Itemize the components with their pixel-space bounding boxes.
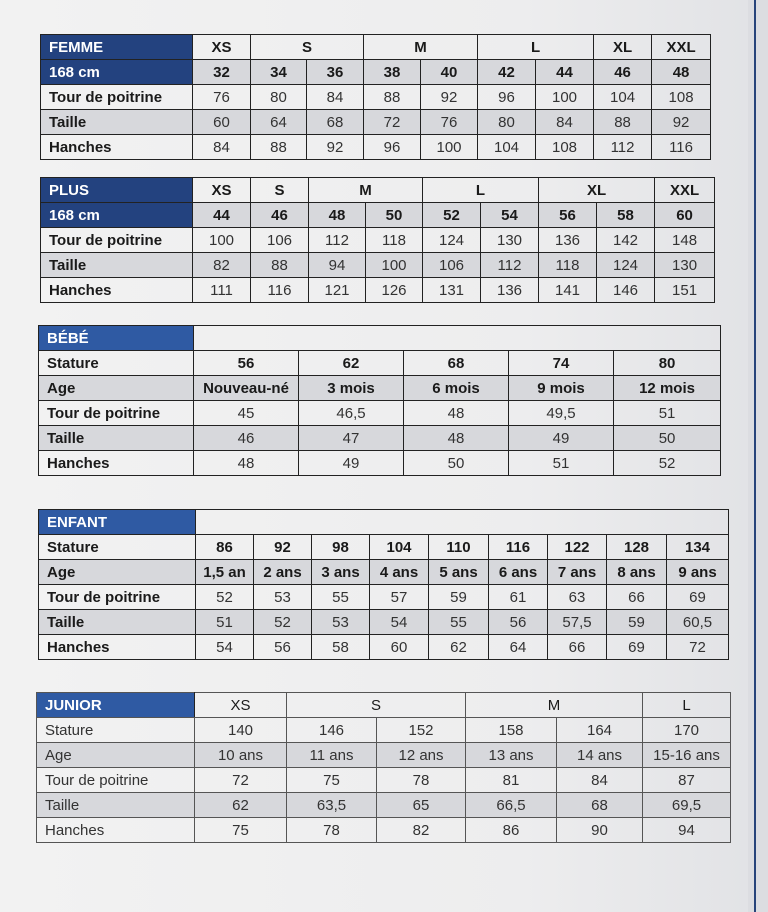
row-label: Taille — [41, 253, 193, 278]
value-cell: 82 — [193, 253, 251, 278]
value-cell: 51 — [509, 451, 614, 476]
value-cell: 100 — [421, 135, 478, 160]
age-value: 13 ans — [466, 743, 557, 768]
stature-value: 92 — [254, 535, 312, 560]
value-cell: 86 — [466, 818, 557, 843]
table-row — [37, 768, 731, 793]
value-cell: 60 — [370, 635, 429, 660]
value-cell: 78 — [377, 768, 466, 793]
femme-title: FEMME — [41, 35, 193, 60]
value-cell: 112 — [309, 228, 366, 253]
value-cell: 66,5 — [466, 793, 557, 818]
value-cell: 49 — [509, 426, 614, 451]
size-group: XL — [539, 178, 655, 203]
value-cell: 141 — [539, 278, 597, 303]
value-cell: 90 — [557, 818, 643, 843]
table-row — [39, 610, 729, 635]
size-group: M — [466, 693, 643, 718]
size-number: 38 — [364, 60, 421, 85]
stature-value: 98 — [312, 535, 370, 560]
row-label: Hanches — [41, 278, 193, 303]
value-cell: 66 — [607, 585, 667, 610]
row-label: Tour de poitrine — [37, 768, 195, 793]
value-cell: 96 — [478, 85, 536, 110]
value-cell: 55 — [429, 610, 489, 635]
value-cell: 94 — [643, 818, 731, 843]
table-row — [41, 85, 711, 110]
row-label: Age — [39, 560, 196, 585]
size-group: L — [423, 178, 539, 203]
age-value: 12 ans — [377, 743, 466, 768]
value-cell: 100 — [536, 85, 594, 110]
age-value: Nouveau-né — [194, 376, 299, 401]
value-cell: 56 — [254, 635, 312, 660]
table-row — [39, 635, 729, 660]
row-label: Stature — [39, 351, 194, 376]
age-value: 11 ans — [287, 743, 377, 768]
age-value: 7 ans — [548, 560, 607, 585]
value-cell: 104 — [478, 135, 536, 160]
size-number: 60 — [655, 203, 715, 228]
value-cell: 48 — [404, 426, 509, 451]
size-group: L — [478, 35, 594, 60]
size-group: S — [251, 35, 364, 60]
size-group: XS — [193, 178, 251, 203]
value-cell: 136 — [539, 228, 597, 253]
stature-value: 86 — [196, 535, 254, 560]
value-cell: 88 — [364, 85, 421, 110]
size-number: 34 — [251, 60, 307, 85]
value-cell: 52 — [196, 585, 254, 610]
value-cell: 96 — [364, 135, 421, 160]
value-cell: 53 — [254, 585, 312, 610]
plus-title: PLUS — [41, 178, 193, 203]
value-cell: 76 — [421, 110, 478, 135]
size-group: S — [287, 693, 466, 718]
value-cell: 75 — [287, 768, 377, 793]
row-label: Age — [37, 743, 195, 768]
value-cell: 47 — [299, 426, 404, 451]
value-cell: 82 — [377, 818, 466, 843]
size-group: XS — [193, 35, 251, 60]
value-cell: 88 — [594, 110, 652, 135]
value-cell: 106 — [251, 228, 309, 253]
value-cell: 88 — [251, 135, 307, 160]
value-cell: 46 — [194, 426, 299, 451]
page-edge-line — [754, 0, 756, 912]
value-cell: 50 — [614, 426, 721, 451]
value-cell: 92 — [421, 85, 478, 110]
value-cell: 75 — [195, 818, 287, 843]
age-value: 2 ans — [254, 560, 312, 585]
size-group: S — [251, 178, 309, 203]
value-cell: 84 — [536, 110, 594, 135]
value-cell: 112 — [481, 253, 539, 278]
value-cell: 126 — [366, 278, 423, 303]
age-value: 4 ans — [370, 560, 429, 585]
junior-title: JUNIOR — [37, 693, 195, 718]
value-cell: 59 — [607, 610, 667, 635]
value-cell: 50 — [404, 451, 509, 476]
size-number: 32 — [193, 60, 251, 85]
stature-value: 56 — [194, 351, 299, 376]
value-cell: 92 — [652, 110, 711, 135]
femme-height: 168 cm — [41, 60, 193, 85]
value-cell: 78 — [287, 818, 377, 843]
size-number: 44 — [193, 203, 251, 228]
value-cell: 142 — [597, 228, 655, 253]
stature-value: 116 — [489, 535, 548, 560]
value-cell: 136 — [481, 278, 539, 303]
stature-value: 170 — [643, 718, 731, 743]
value-cell: 116 — [652, 135, 711, 160]
header-spacer — [196, 510, 729, 535]
value-cell: 88 — [251, 253, 309, 278]
table-row — [39, 426, 721, 451]
value-cell: 51 — [614, 401, 721, 426]
stature-value: 140 — [195, 718, 287, 743]
table-row — [39, 401, 721, 426]
size-number: 52 — [423, 203, 481, 228]
value-cell: 146 — [597, 278, 655, 303]
stature-value: 134 — [667, 535, 729, 560]
size-group: L — [643, 693, 731, 718]
row-label: Hanches — [41, 135, 193, 160]
value-cell: 92 — [307, 135, 364, 160]
value-cell: 56 — [489, 610, 548, 635]
size-number: 54 — [481, 203, 539, 228]
size-number: 42 — [478, 60, 536, 85]
value-cell: 54 — [196, 635, 254, 660]
age-value: 6 mois — [404, 376, 509, 401]
value-cell: 116 — [251, 278, 309, 303]
value-cell: 68 — [557, 793, 643, 818]
age-value: 1,5 an — [196, 560, 254, 585]
value-cell: 62 — [195, 793, 287, 818]
age-value: 9 ans — [667, 560, 729, 585]
value-cell: 64 — [489, 635, 548, 660]
value-cell: 104 — [594, 85, 652, 110]
value-cell: 66 — [548, 635, 607, 660]
plus-table — [40, 177, 715, 303]
value-cell: 76 — [193, 85, 251, 110]
size-number: 46 — [594, 60, 652, 85]
value-cell: 151 — [655, 278, 715, 303]
value-cell: 72 — [364, 110, 421, 135]
value-cell: 48 — [404, 401, 509, 426]
enfant-title: ENFANT — [39, 510, 196, 535]
stature-value: 122 — [548, 535, 607, 560]
value-cell: 118 — [366, 228, 423, 253]
value-cell: 72 — [195, 768, 287, 793]
size-number: 58 — [597, 203, 655, 228]
stature-value: 104 — [370, 535, 429, 560]
age-value: 5 ans — [429, 560, 489, 585]
size-number: 48 — [652, 60, 711, 85]
value-cell: 57,5 — [548, 610, 607, 635]
size-number: 46 — [251, 203, 309, 228]
stature-value: 158 — [466, 718, 557, 743]
stature-value: 128 — [607, 535, 667, 560]
table-row — [37, 818, 731, 843]
row-label: Hanches — [39, 635, 196, 660]
size-number: 36 — [307, 60, 364, 85]
value-cell: 49 — [299, 451, 404, 476]
age-value: 14 ans — [557, 743, 643, 768]
row-label: Taille — [39, 426, 194, 451]
row-label: Hanches — [39, 451, 194, 476]
table-row — [41, 110, 711, 135]
value-cell: 130 — [655, 253, 715, 278]
stature-value: 62 — [299, 351, 404, 376]
age-value: 3 mois — [299, 376, 404, 401]
stature-value: 80 — [614, 351, 721, 376]
stature-value: 74 — [509, 351, 614, 376]
value-cell: 52 — [254, 610, 312, 635]
stature-value: 146 — [287, 718, 377, 743]
value-cell: 55 — [312, 585, 370, 610]
value-cell: 54 — [370, 610, 429, 635]
value-cell: 81 — [466, 768, 557, 793]
bebe-title: BÉBÉ — [39, 326, 194, 351]
value-cell: 63,5 — [287, 793, 377, 818]
table-row — [41, 278, 715, 303]
value-cell: 64 — [251, 110, 307, 135]
value-cell: 57 — [370, 585, 429, 610]
row-label: Stature — [37, 718, 195, 743]
value-cell: 45 — [194, 401, 299, 426]
value-cell: 84 — [193, 135, 251, 160]
value-cell: 118 — [539, 253, 597, 278]
table-row — [41, 228, 715, 253]
size-number: 44 — [536, 60, 594, 85]
femme-table — [40, 34, 711, 160]
size-group: XS — [195, 693, 287, 718]
value-cell: 84 — [307, 85, 364, 110]
age-value: 8 ans — [607, 560, 667, 585]
value-cell: 108 — [652, 85, 711, 110]
bebe-table — [38, 325, 721, 476]
value-cell: 124 — [597, 253, 655, 278]
row-label: Taille — [41, 110, 193, 135]
age-value: 9 mois — [509, 376, 614, 401]
value-cell: 72 — [667, 635, 729, 660]
table-row — [41, 135, 711, 160]
value-cell: 49,5 — [509, 401, 614, 426]
value-cell: 48 — [194, 451, 299, 476]
size-group: XXL — [652, 35, 711, 60]
value-cell: 111 — [193, 278, 251, 303]
table-row — [41, 253, 715, 278]
value-cell: 100 — [193, 228, 251, 253]
value-cell: 94 — [309, 253, 366, 278]
value-cell: 69 — [667, 585, 729, 610]
value-cell: 148 — [655, 228, 715, 253]
value-cell: 130 — [481, 228, 539, 253]
enfant-table — [38, 509, 729, 660]
value-cell: 112 — [594, 135, 652, 160]
value-cell: 60,5 — [667, 610, 729, 635]
row-label: Taille — [37, 793, 195, 818]
value-cell: 68 — [307, 110, 364, 135]
row-label: Hanches — [37, 818, 195, 843]
value-cell: 124 — [423, 228, 481, 253]
junior-table — [36, 692, 731, 843]
row-label: Taille — [39, 610, 196, 635]
stature-value: 110 — [429, 535, 489, 560]
size-group: M — [364, 35, 478, 60]
value-cell: 121 — [309, 278, 366, 303]
size-number: 56 — [539, 203, 597, 228]
value-cell: 65 — [377, 793, 466, 818]
plus-height: 168 cm — [41, 203, 193, 228]
value-cell: 58 — [312, 635, 370, 660]
row-label: Tour de poitrine — [39, 585, 196, 610]
value-cell: 69,5 — [643, 793, 731, 818]
age-value: 10 ans — [195, 743, 287, 768]
age-value: 15-16 ans — [643, 743, 731, 768]
stature-value: 152 — [377, 718, 466, 743]
size-group: XL — [594, 35, 652, 60]
row-label: Stature — [39, 535, 196, 560]
table-row — [39, 451, 721, 476]
size-number: 50 — [366, 203, 423, 228]
value-cell: 87 — [643, 768, 731, 793]
age-value: 12 mois — [614, 376, 721, 401]
value-cell: 80 — [478, 110, 536, 135]
value-cell: 53 — [312, 610, 370, 635]
stature-value: 68 — [404, 351, 509, 376]
row-label: Tour de poitrine — [41, 228, 193, 253]
value-cell: 51 — [196, 610, 254, 635]
row-label: Tour de poitrine — [39, 401, 194, 426]
table-row — [39, 585, 729, 610]
header-spacer — [194, 326, 721, 351]
value-cell: 63 — [548, 585, 607, 610]
value-cell: 108 — [536, 135, 594, 160]
value-cell: 80 — [251, 85, 307, 110]
value-cell: 84 — [557, 768, 643, 793]
table-row — [37, 793, 731, 818]
size-group: XXL — [655, 178, 715, 203]
row-label: Tour de poitrine — [41, 85, 193, 110]
value-cell: 59 — [429, 585, 489, 610]
age-value: 6 ans — [489, 560, 548, 585]
value-cell: 52 — [614, 451, 721, 476]
size-number: 48 — [309, 203, 366, 228]
value-cell: 61 — [489, 585, 548, 610]
value-cell: 60 — [193, 110, 251, 135]
value-cell: 100 — [366, 253, 423, 278]
value-cell: 62 — [429, 635, 489, 660]
size-number: 40 — [421, 60, 478, 85]
value-cell: 106 — [423, 253, 481, 278]
value-cell: 131 — [423, 278, 481, 303]
age-value: 3 ans — [312, 560, 370, 585]
stature-value: 164 — [557, 718, 643, 743]
row-label: Age — [39, 376, 194, 401]
size-group: M — [309, 178, 423, 203]
value-cell: 69 — [607, 635, 667, 660]
value-cell: 46,5 — [299, 401, 404, 426]
